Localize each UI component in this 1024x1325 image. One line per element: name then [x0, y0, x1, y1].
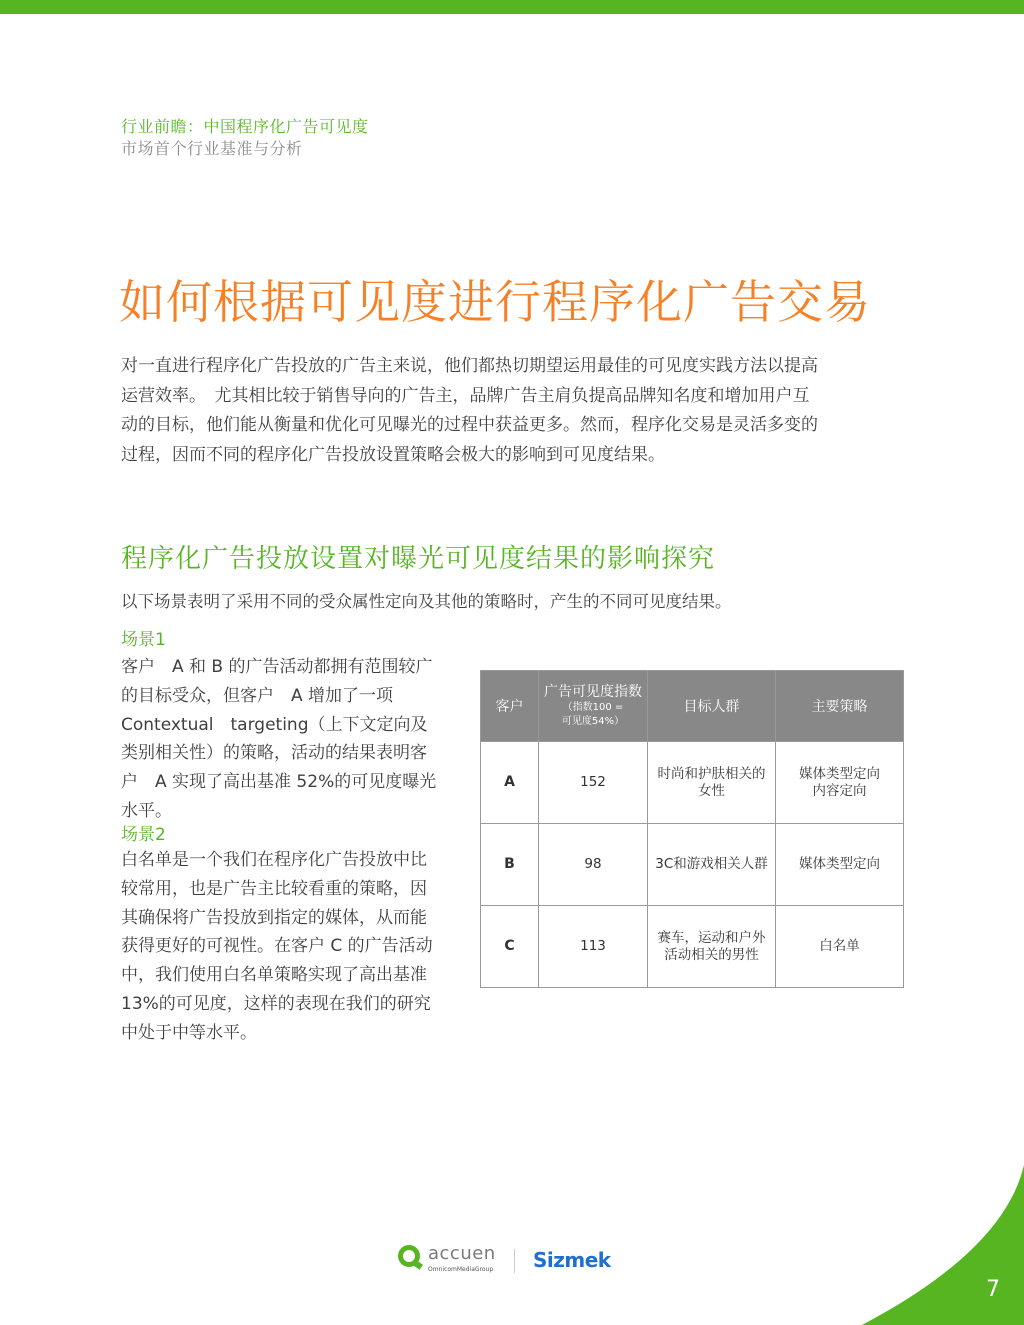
- cell-audience-line: 赛车，运动和户外: [657, 929, 766, 946]
- cell-index: 98: [539, 824, 648, 906]
- col-header-audience: 目标人群: [648, 671, 776, 742]
- scenario2-line: 其确保将广告投放到指定的媒体，从而能: [121, 907, 427, 928]
- cell-audience-line: 女性: [698, 782, 725, 799]
- cell-strategy-line: 内容定向: [812, 782, 867, 799]
- accuen-logo-subtext: OmnicomMediaGroup: [428, 1266, 494, 1273]
- scenario1-line: 的目标受众，但客户 A 增加了一项: [121, 685, 394, 706]
- cell-index: 113: [539, 906, 648, 988]
- scenario2-line: 13%的可见度，这样的表现在我们的研究: [121, 993, 431, 1014]
- scenario2-line: 中，我们使用白名单策略实现了高出基准: [121, 965, 427, 986]
- intro-line: 对一直进行程序化广告投放的广告主来说，他们都热切期望运用最佳的可见度实践方法以提高: [121, 356, 818, 376]
- scenario1-line: 类别相关性）的策略，活动的结果表明客: [121, 743, 427, 764]
- report-title: 行业前瞻：中国程序化广告可见度: [121, 117, 369, 136]
- section-heading: 程序化广告投放设置对曝光可见度结果的影响探究: [121, 544, 716, 574]
- scenario2-line: 较常用，也是广告主比较看重的策略，因: [121, 878, 427, 899]
- section-lead: 以下场景表明了采用不同的受众属性定向及其他的策略时，产生的不同可见度结果。: [121, 592, 732, 611]
- scenario1-line: 户 A 实现了高出基准 52%的可见度曝光: [121, 772, 437, 793]
- scenario1-line: 水平。: [121, 800, 172, 821]
- cell-client: B: [481, 824, 539, 906]
- cell-strategy-line: 媒体类型定向: [799, 765, 880, 782]
- page-number: 7: [986, 1277, 1000, 1302]
- cell-index: 152: [539, 742, 648, 824]
- scenario2-line: 获得更好的可视性。在客户 C 的广告活动: [121, 936, 433, 957]
- cell-client: A: [481, 742, 539, 824]
- cell-audience-line: 活动相关的男性: [664, 946, 759, 963]
- intro-line: 过程，因而不同的程序化广告投放设置策略会极大的影响到可见度结果。: [121, 444, 665, 465]
- report-subtitle: 市场首个行业基准与分析: [121, 139, 303, 158]
- intro-line: 运营效率。 尤其相比较于销售导向的广告主，品牌广告主肩负提高品牌知名度和增加用户互: [121, 385, 810, 406]
- scenario2-line: 白名单是一个我们在程序化广告投放中比: [121, 850, 427, 870]
- accuen-logo-text: accuen: [428, 1243, 496, 1264]
- col-header-index-note: （指数100 =: [562, 702, 624, 713]
- scenario1-line: Contextual targeting（上下文定向及: [121, 714, 428, 735]
- sizmek-logo: Sizmek: [533, 1248, 611, 1272]
- cell-strategy-line: 媒体类型定向: [799, 856, 880, 872]
- cell-audience-line: 时尚和护肤相关的: [657, 765, 766, 782]
- cell-strategy-line: 白名单: [819, 938, 860, 954]
- page-title: 如何根据可见度进行程序化广告交易: [119, 275, 871, 329]
- col-header-strategy: 主要策略: [776, 671, 904, 742]
- cell-audience-line: 3C和游戏相关人群: [655, 856, 768, 872]
- col-header-index-label: 广告可见度指数: [544, 684, 642, 700]
- scenario1-line: 客户 A 和 B 的广告活动都拥有范围较广: [121, 657, 433, 677]
- scenario2-line: 中处于中等水平。: [121, 1022, 257, 1043]
- scenario1-label: 场景1: [121, 630, 166, 650]
- col-header-client: 客户: [481, 671, 539, 742]
- cell-client: C: [481, 906, 539, 988]
- scenario2-label: 场景2: [121, 825, 166, 845]
- col-header-index-note: 可见度54%）: [561, 716, 625, 727]
- intro-line: 动的目标，他们能从衡量和优化可见曝光的过程中获益更多。然而，程序化交易是灵活多变的: [121, 415, 818, 435]
